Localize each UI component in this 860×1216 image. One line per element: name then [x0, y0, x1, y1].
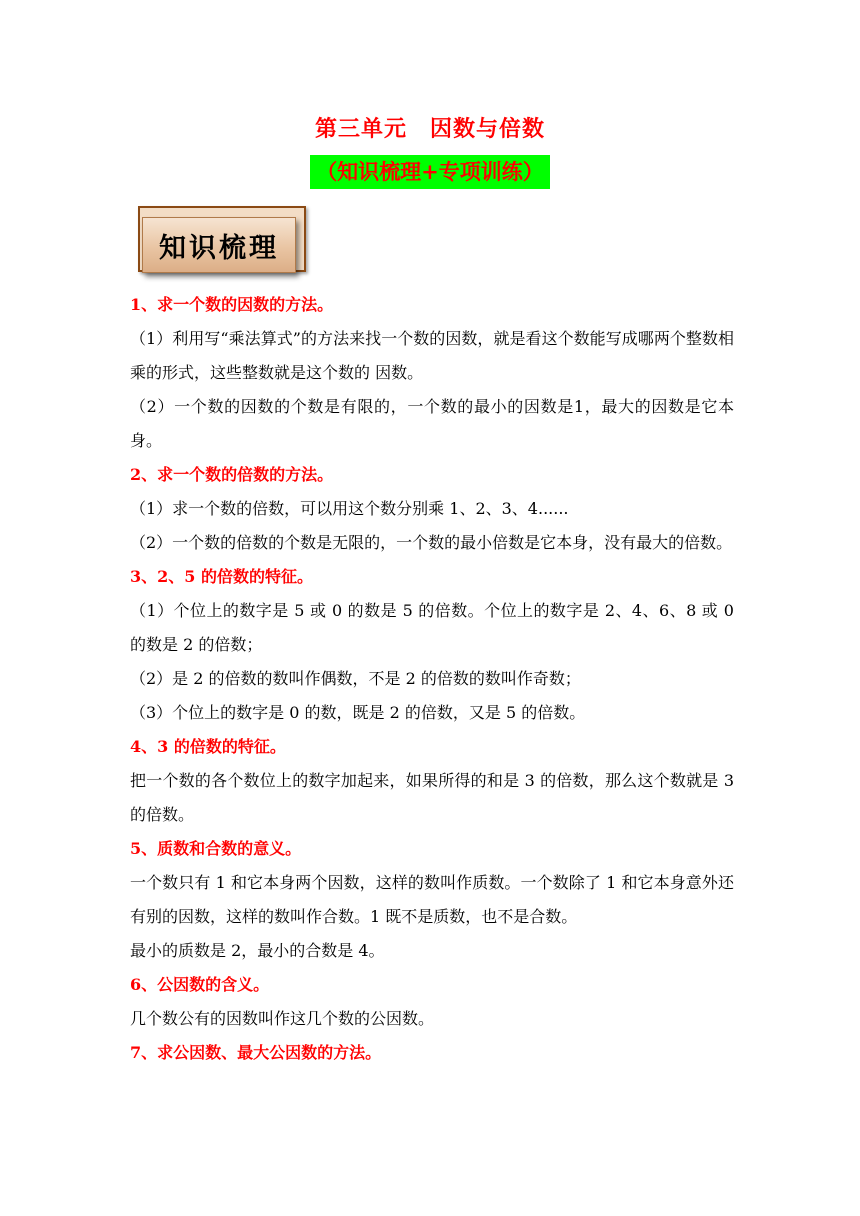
- section-heading: 1、求一个数的因数的方法。: [130, 295, 334, 314]
- paragraph: （2）是 2 的倍数的数叫作偶数，不是 2 的倍数的数叫作奇数；: [130, 669, 581, 688]
- paragraph: （1）利用写“乘法算式”的方法来找一个数的因数，就是看这个数能写成哪两个整数相乘的形式，这些整数就是这个数的 因数。: [130, 329, 734, 382]
- paragraph: 把一个数的各个数位上的数字加起来，如果所得的和是 3 的倍数，那么这个数就是 3 的倍数。: [130, 771, 734, 824]
- page-subtitle: （知识梳理+专项训练）: [310, 155, 550, 189]
- paragraph: （1）个位上的数字是 5 或 0 的数是 5 的倍数。个位上的数字是 2、4、6、8 或 0 的数是 2 的倍数；: [130, 601, 734, 654]
- section-heading: 5、质数和合数的意义。: [130, 839, 302, 858]
- paragraph: （2）一个数的因数的个数是有限的，一个数的最小的因数是1，最大的因数是它本身。: [130, 397, 734, 450]
- paragraph: 最小的质数是 2，最小的合数是 4。: [130, 941, 385, 960]
- subtitle-wrapper: [0, 155, 860, 189]
- section-heading: 4、3 的倍数的特征。: [130, 737, 286, 756]
- section-heading: 2、求一个数的倍数的方法。: [130, 465, 334, 484]
- section-4: [130, 730, 734, 832]
- content-body: [130, 288, 734, 1070]
- section-heading: 3、2、5 的倍数的特征。: [130, 567, 313, 586]
- section-heading: 7、求公因数、最大公因数的方法。: [130, 1043, 382, 1062]
- paragraph: 一个数只有 1 和它本身两个因数，这样的数叫作质数。一个数除了 1 和它本身意外还有别的因数，这样的数叫作合数。1 既不是质数，也不是合数。: [130, 873, 734, 926]
- paragraph: 几个数公有的因数叫作这几个数的公因数。: [130, 1009, 435, 1028]
- paragraph: （2）一个数的倍数的个数是无限的，一个数的最小倍数是它本身，没有最大的倍数。: [130, 533, 733, 552]
- section-7: [130, 1036, 734, 1070]
- page-title: 第三单元 因数与倍数: [314, 116, 545, 142]
- section-2: [130, 458, 734, 560]
- section-banner: 知识梳理: [142, 217, 296, 273]
- paragraph: （1）求一个数的倍数，可以用这个数分别乘 1、2、3、4......: [130, 499, 569, 518]
- section-6: [130, 968, 734, 1036]
- section-3: [130, 560, 734, 730]
- section-1: [130, 288, 734, 458]
- section-5: [130, 832, 734, 968]
- paragraph: （3）个位上的数字是 0 的数，既是 2 的倍数，又是 5 的倍数。: [130, 703, 586, 722]
- section-heading: 6、公因数的含义。: [130, 975, 270, 994]
